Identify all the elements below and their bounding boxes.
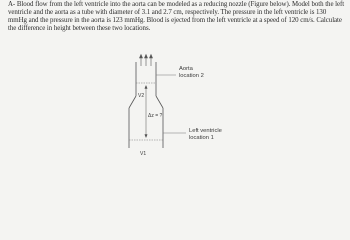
aorta-label-title: Aorta: [179, 66, 193, 72]
height-difference-arrow: [145, 86, 147, 138]
v2-label: V2: [138, 93, 145, 99]
problem-statement: A- Blood flow from the left ventricle into the aorta can be modeled as a reducing nozzle (Figure below). Model both the left ventricle and the aorta as a tube with diameter of 3.1 and 2.7 cm, respectively. The pressure in the left ventricle is 130 mmHg and the pressure in the aorta is 123 mmHg. Blood is ejected from the left ventricle at a speed of 120 cm/s. Calculate the difference in height between these two locations.: [8, 1, 345, 33]
delta-z-label: Δz = ?: [148, 113, 163, 119]
ventricle-label-title: Left ventricle: [189, 128, 222, 134]
v1-label: V1: [140, 151, 147, 157]
aorta-label: [179, 66, 204, 79]
aorta-label-location: location 2: [179, 72, 204, 79]
outflow-arrows: [140, 55, 153, 67]
ventricle-label-location: location 1: [189, 134, 214, 141]
nozzle-right-taper: [156, 96, 163, 108]
nozzle-left-taper: [129, 96, 136, 108]
ventricle-label: [189, 128, 222, 141]
